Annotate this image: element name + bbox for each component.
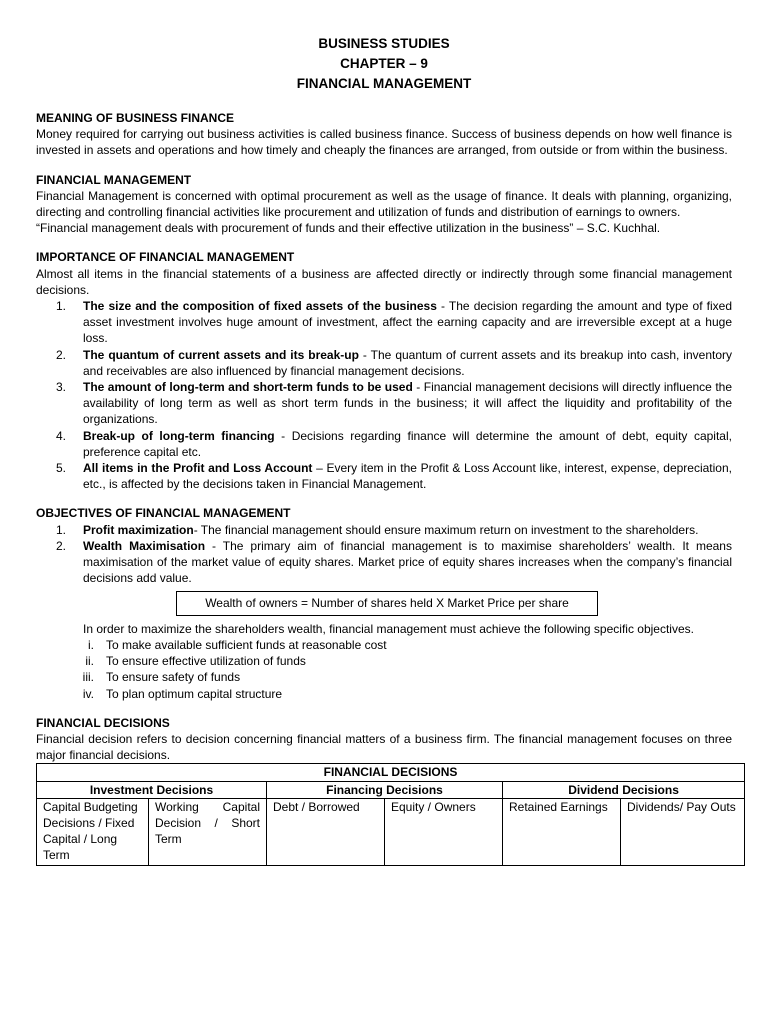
table-title: FINANCIAL DECISIONS (37, 764, 745, 781)
list-item (36, 379, 732, 428)
paragraph: In order to maximize the shareholders wealth, financial management must achieve the following specific objectives. (83, 621, 694, 636)
paragraph: Financial Management is concerned with optimal procurement as well as the usage of finance. It deals with planning, organizing, directing and controlling financial activities like procurement and utilization of funds and distribution of earnings to owners. (36, 188, 732, 220)
specific-objectives-list (36, 637, 732, 702)
list-item (36, 686, 732, 702)
item-title: Profit maximization (83, 522, 194, 537)
section-importance (36, 249, 732, 492)
item-text: To ensure safety of funds (106, 670, 241, 685)
list-item (36, 669, 732, 685)
list-number: 5. (56, 461, 67, 476)
formula-box: Wealth of owners = Number of shares held X Market Price per share (176, 591, 598, 615)
table-header: Financing Decisions (267, 781, 503, 798)
table-row (37, 798, 745, 865)
item-title: The size and the composition of fixed assets of the business (83, 299, 437, 314)
table-header: Dividend Decisions (503, 781, 745, 798)
section-heading: MEANING OF BUSINESS FINANCE (36, 111, 235, 125)
table-cell: Working Capital Decision / Short Term (149, 798, 267, 865)
list-number: 3. (56, 380, 67, 395)
list-number: 1. (56, 299, 67, 314)
list-number: ii. (85, 654, 94, 669)
table-cell: Equity / Owners (385, 798, 503, 865)
section-heading: FINANCIAL MANAGEMENT (36, 172, 192, 187)
list-item (36, 522, 732, 538)
paragraph: Financial decision refers to decision concerning financial matters of a business firm. The financial management focuses on three major financial decisions. (36, 731, 732, 763)
list-item (36, 653, 732, 669)
list-item (36, 347, 732, 379)
quote: “Financial management deals with procurement of funds and their effective utilization in the business” – S.C. Kuchhal. (36, 221, 661, 236)
item-text: To make available sufficient funds at reasonable cost (106, 637, 387, 652)
item-title: All items in the Profit and Loss Account (83, 461, 313, 476)
item-text: - The decision regarding the amount and type of fixed asset investment involves huge amount of investment, affect the earning capacity and are irreversible except at a huge loss. (83, 299, 732, 346)
section-financial-decisions (36, 715, 736, 866)
section-heading: FINANCIAL DECISIONS (36, 715, 170, 730)
list-number: 1. (56, 522, 67, 537)
section-heading: OBJECTIVES OF FINANCIAL MANAGEMENT (36, 506, 291, 521)
table-row (37, 781, 745, 798)
item-text: To ensure effective utilization of funds (106, 654, 306, 669)
financial-decisions-table (36, 763, 745, 865)
item-title: Wealth Maximisation (83, 538, 206, 553)
item-title: Break-up of long-term financing (83, 428, 275, 443)
item-title: The amount of long-term and short-term funds to be used (83, 380, 413, 395)
table-cell: Capital Budgeting Decisions / Fixed Capital / Long Term (37, 798, 149, 865)
item-text: - The financial management should ensure maximum return on investment to the shareholders. (193, 522, 699, 537)
list-item (36, 298, 732, 347)
list-number: iii. (82, 670, 94, 685)
list-number: iv. (82, 686, 94, 701)
item-text: - Decisions regarding finance will determine the amount of debt, equity capital, preference capital etc. (83, 428, 732, 459)
table-row (37, 764, 745, 781)
paragraph: Almost all items in the financial statements of a business are affected directly or indirectly through some financial management decisions. (36, 266, 732, 297)
list-item (36, 428, 732, 460)
item-text: - The primary aim of financial management is to maximise shareholders’ wealth. It means maximisation of the market value of equity shares. Market price of equity shares increases when the company’s financial decisions add value. (83, 538, 732, 586)
section-objectives (36, 505, 732, 701)
list-number: 4. (56, 428, 67, 443)
table-header: Investment Decisions (37, 781, 267, 798)
item-text: - The quantum of current assets and its breakup into cash, inventory and receivables are also influenced by financial management decisions. (83, 347, 732, 378)
paragraph: Money required for carrying out business activities is called business finance. Success of business depends on how well finance is invested in assets and operations and how timely and cheaply the finances are arranged, from outside or from within the business. (36, 127, 732, 158)
item-text: To plan optimum capital structure (106, 686, 283, 701)
list-item (36, 637, 732, 653)
importance-list (36, 298, 732, 492)
table-cell: Debt / Borrowed (267, 798, 385, 865)
list-item (36, 460, 732, 492)
chapter-name: FINANCIAL MANAGEMENT (296, 76, 472, 91)
list-number: 2. (56, 347, 67, 362)
objectives-list (36, 522, 732, 587)
list-item (36, 538, 732, 587)
table-cell: Retained Earnings (503, 798, 621, 865)
item-text: - Financial management decisions will directly influence the availability of long term as well as short term funds in the business; it will affect the liquidity and profitability of the organizations. (83, 380, 733, 427)
list-number: 2. (56, 538, 67, 553)
section-financial-management (36, 172, 732, 237)
item-title: The quantum of current assets and its break-up (83, 347, 359, 362)
section-meaning (36, 110, 732, 159)
section-heading: IMPORTANCE OF FINANCIAL MANAGEMENT (36, 250, 295, 265)
chapter-title: CHAPTER – 9 (340, 56, 428, 71)
subject-title: BUSINESS STUDIES (318, 36, 450, 51)
item-text: – Every item in the Profit & Loss Account like, interest, expense, depreciation, etc., is affected by the decisions taken in Financial Management. (83, 461, 732, 492)
table-cell: Dividends/ Pay Outs (621, 798, 745, 865)
list-number: i. (88, 637, 94, 652)
